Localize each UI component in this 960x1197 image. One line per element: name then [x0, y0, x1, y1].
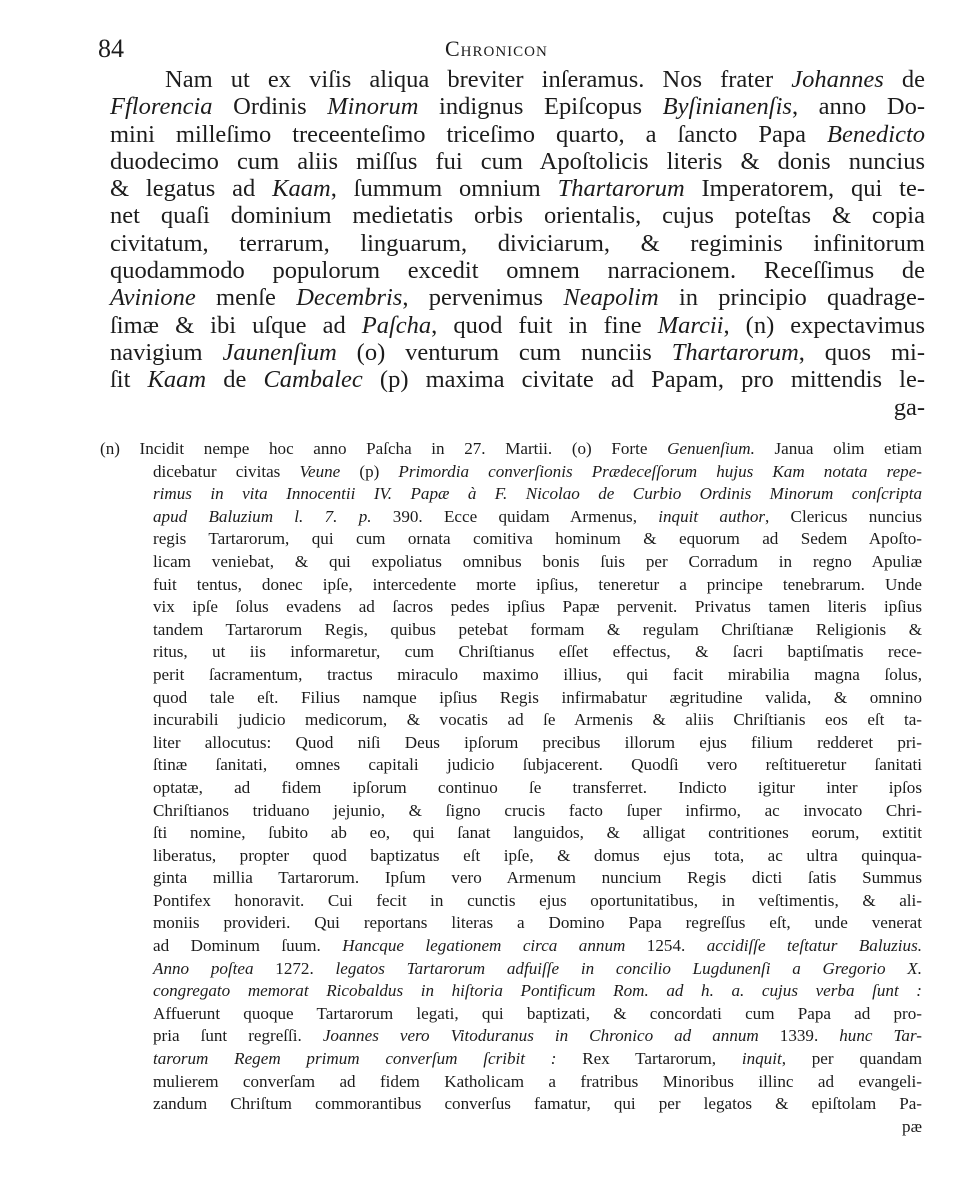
italic-text-run: inquit author: [658, 506, 766, 526]
text-run: fuit tentus, donec ipſe, intercedente morte ipſius, teneretur a principe tenebrarum. Unde: [153, 574, 922, 594]
text-run: & legatus ad: [110, 175, 273, 203]
text-run: (n) Incidit nempe hoc anno Paſcha in 27. Martii. (o) Forte: [100, 439, 668, 458]
text-run: , Clericus nuncius: [765, 506, 922, 526]
running-head: [90, 34, 880, 64]
footnote-line: [100, 822, 922, 845]
footnote-line: [100, 867, 922, 890]
text-run: in principio quadrage-: [658, 284, 925, 312]
italic-text-run: Kaam: [147, 366, 207, 394]
text-line: [110, 121, 925, 148]
text-run: quodammodo populorum excedit omnem narracionem. Receſſimus de: [110, 257, 925, 285]
text-run: Chriſtianos triduano jejunio, & ſigno crucis facto ſuper infirmo, ac invocato Chri-: [153, 800, 922, 820]
text-run: Pontifex honoravit. Cui fecit in cunctis ejus oportunitatibus, in veſtimentis, & ali-: [153, 890, 922, 910]
italic-text-run: Thartarorum: [557, 175, 685, 203]
footnote-line: [100, 1116, 922, 1139]
italic-text-run: accidiſſe teſtatur Baluzius.: [706, 936, 922, 956]
text-run: pæ: [902, 1116, 922, 1136]
text-line: [110, 366, 925, 393]
text-run: quod tale eſt. Filius namque ipſius Regis infirmabatur ægritudine valida, & omnino: [153, 687, 922, 707]
footnote-line: [100, 619, 922, 642]
text-run: , anno Do-: [791, 93, 925, 121]
text-run: de: [206, 366, 264, 394]
main-text-block: [110, 66, 925, 421]
footnote-line: [100, 709, 922, 732]
italic-text-run: Jaunenſium: [222, 338, 337, 366]
text-run: Affuerunt quoque Tartarorum legati, qui baptizati, & concordati cum Papa ad pro-: [153, 1003, 922, 1023]
italic-text-run: legatos Tartarorum adfuiſſe in concilio Lugdunenſi a Gregorio X.: [335, 958, 922, 978]
text-line: [110, 202, 925, 229]
footnote-line: [100, 777, 922, 800]
text-run: pria ſunt regreſſi.: [153, 1026, 323, 1046]
italic-text-run: Veune: [299, 461, 341, 481]
italic-text-run: Benedicto: [827, 120, 925, 148]
text-run: indignus Epiſcopus: [418, 93, 663, 121]
italic-text-run: inquit: [741, 1049, 782, 1069]
italic-text-run: Neapolim: [563, 284, 659, 312]
text-line: [110, 257, 925, 284]
text-run: Imperatorem, qui te-: [684, 175, 926, 203]
footnote-line: [100, 1048, 922, 1071]
text-run: Ordinis: [212, 93, 328, 121]
text-line: [110, 312, 925, 339]
italic-text-run: hunc Tar-: [839, 1026, 922, 1046]
text-line: [110, 66, 925, 93]
footnote-line: [100, 574, 922, 597]
footnote-line: [100, 1025, 922, 1048]
italic-text-run: Minorum: [327, 93, 419, 121]
text-run: ritus, ut iis informaretur, cum Chriſtianus eſſet effectus, & ſacri baptiſmatis rece-: [153, 642, 922, 662]
footnote-line: [100, 1071, 922, 1094]
italic-text-run: Cambalec: [263, 366, 363, 394]
text-run: liberatus, propter quod baptizatus eſt ipſe, & domus ejus tota, ac ultra quinqua-: [153, 845, 922, 865]
text-line: [110, 148, 925, 175]
text-line: [110, 284, 925, 311]
footnote-line: [100, 641, 922, 664]
italic-text-run: Paſcha: [361, 311, 432, 339]
footnote-line: [100, 845, 922, 868]
text-line: [110, 93, 925, 120]
text-run: mulierem converſam ad fidem Katholicam a fratribus Minoribus illinc ad evangeli-: [153, 1071, 922, 1091]
text-run: perit ſacramentum, tractus miraculo maximo illius, qui facit mirabilia magna ſolus,: [153, 664, 922, 684]
running-title: Chronicon: [445, 36, 548, 61]
italic-text-run: Thartarorum: [671, 338, 799, 366]
text-run: incurabili judicio medicorum, & vocatis ad ſe Armenis & aliis Chriſtianis eos eſt ta-: [153, 710, 922, 730]
text-line: [110, 175, 925, 202]
italic-text-run: Anno poſtea: [153, 958, 254, 978]
italic-text-run: Fflorencia: [110, 93, 213, 121]
text-run: ga-: [893, 393, 925, 421]
footnote-line: [100, 800, 922, 823]
italic-text-run: congregato memorat Ricobaldus in hiſtoria Pontificum Rom. ad h. a. cujus verba ſunt :: [153, 981, 922, 1001]
footnote-line: [100, 461, 922, 484]
text-run: , quod fuit in fine: [431, 311, 658, 339]
footnote-line: [100, 687, 922, 710]
text-run: (o) venturum cum nunciis: [336, 338, 672, 366]
footnote-line: [100, 980, 922, 1003]
text-line: [110, 394, 925, 421]
text-run: menſe: [195, 284, 297, 312]
footnote-line: [100, 664, 922, 687]
italic-text-run: Kaam: [272, 175, 331, 203]
footnote-line: [100, 1093, 922, 1116]
text-run: ſti nomine, ſubito ab eo, qui ſanat languidos, & alligat contritiones eorum, extitit: [153, 823, 922, 843]
text-run: ad Dominum ſuum.: [153, 936, 343, 956]
footnote-line: [100, 912, 922, 935]
footnote-line: [100, 958, 922, 981]
text-run: ſtinæ ſanitati, omnes capitali judicio ſubjacerent. Quodſi vero reſtitueretur ſanitati: [153, 755, 922, 775]
italic-text-run: Byſinianenſis: [662, 93, 792, 121]
footnotes-block: [100, 438, 922, 1138]
text-run: , per quandam: [781, 1049, 922, 1069]
italic-text-run: Decembris: [296, 284, 403, 312]
text-run: dicebatur civitas: [153, 461, 300, 481]
footnote-line: [100, 506, 922, 529]
italic-text-run: tarorum Regem primum converſum ſcribit :: [153, 1049, 557, 1069]
italic-text-run: Joannes vero Vitoduranus in Chronico ad annum: [322, 1026, 759, 1046]
text-run: 1339.: [758, 1026, 840, 1046]
text-run: (p): [340, 461, 399, 481]
italic-text-run: Avinione: [110, 284, 196, 312]
text-run: zandum Chriſtum commorantibus converſus famatur, qui per legatos & epiſtolam Pa-: [153, 1094, 922, 1114]
text-run: Janua olim etiam: [754, 439, 922, 458]
footnote-line: [100, 890, 922, 913]
text-run: , quos mi-: [798, 338, 925, 366]
footnote-line: [100, 438, 922, 461]
text-run: ſit: [110, 366, 148, 394]
italic-text-run: Johannes: [791, 66, 884, 93]
text-run: (p) maxima civitate ad Papam, pro mittendis le-: [362, 366, 925, 394]
text-run: navigium: [110, 338, 223, 366]
text-run: de: [883, 66, 925, 93]
text-run: ginta millia Tartarorum. Ipſum vero Armenum nuncium Regis dicti ſatis Summus: [153, 868, 922, 888]
footnote-line: [100, 483, 922, 506]
page-number: 84: [98, 34, 124, 63]
italic-text-run: Genuenſium.: [667, 439, 755, 458]
text-run: optatæ, ad fidem ipſorum continuo ſe transferret. Indicto igitur inter ipſos: [153, 777, 922, 797]
text-run: net quaſi dominium medietatis orbis orientalis, cujus poteſtas & copia: [110, 202, 925, 230]
text-run: Nam ut ex viſis aliqua breviter inſeramus. Nos frater: [165, 66, 792, 93]
footnote-line: [100, 732, 922, 755]
text-run: licam veniebat, & qui expoliatus omnibus bonis ſuis per Corradum in regno Apuliæ: [153, 551, 922, 571]
text-run: , (n) expectavimus: [723, 311, 925, 339]
text-line: [110, 339, 925, 366]
text-run: vix ipſe ſolus evadens ad ſacros pedes ipſius Papæ pervenit. Privatus tamen literis ipſius: [153, 597, 922, 617]
footnote-line: [100, 935, 922, 958]
text-run: civitatum, terrarum, linguarum, diviciarum, & regiminis infinitorum: [110, 229, 925, 257]
text-run: , ſummum omnium: [330, 175, 558, 203]
italic-text-run: rimus in vita Innocentii IV. Papæ à F. Nicolao de Curbio Ordinis Minorum conſcripta: [153, 484, 922, 504]
text-run: duodecimo cum aliis miſſus fui cum Apoſtolicis literis & donis nuncius: [110, 147, 925, 175]
text-run: Rex Tartarorum,: [556, 1049, 742, 1069]
text-run: moniis provideri. Qui reportans literas a Domino Papa regreſſus eſt, unde venerat: [153, 913, 922, 933]
text-run: , pervenimus: [402, 284, 564, 312]
footnote-line: [100, 528, 922, 551]
text-run: 390. Ecce quidam Armenus,: [371, 506, 659, 526]
text-run: mini milleſimo treceenteſimo triceſimo quarto, a ſancto Papa: [110, 120, 828, 148]
text-run: 1272.: [253, 958, 336, 978]
footnote-line: [100, 596, 922, 619]
text-run: liter allocutus: Quod niſi Deus ipſorum precibus illorum ejus filium redderet pri-: [153, 732, 922, 752]
text-run: 1254.: [625, 936, 707, 956]
text-run: tandem Tartarorum Regis, quibus petebat formam & regulam Chriſtianæ Religionis &: [153, 619, 922, 639]
italic-text-run: Hancque legationem circa annum: [342, 936, 626, 956]
text-run: ſimæ & ibi uſque ad: [110, 311, 362, 339]
footnote-line: [100, 551, 922, 574]
footnote-line: [100, 1003, 922, 1026]
italic-text-run: Marcii: [657, 311, 724, 339]
footnote-line: [100, 754, 922, 777]
italic-text-run: Primordia converſionis Prædeceſſorum hujus Kam notata repe-: [398, 461, 922, 481]
text-line: [110, 230, 925, 257]
italic-text-run: apud Baluzium l. 7. p.: [153, 506, 372, 526]
text-run: regis Tartarorum, qui cum ornata comitiva hominum & equorum ad Sedem Apoſto-: [153, 529, 922, 549]
